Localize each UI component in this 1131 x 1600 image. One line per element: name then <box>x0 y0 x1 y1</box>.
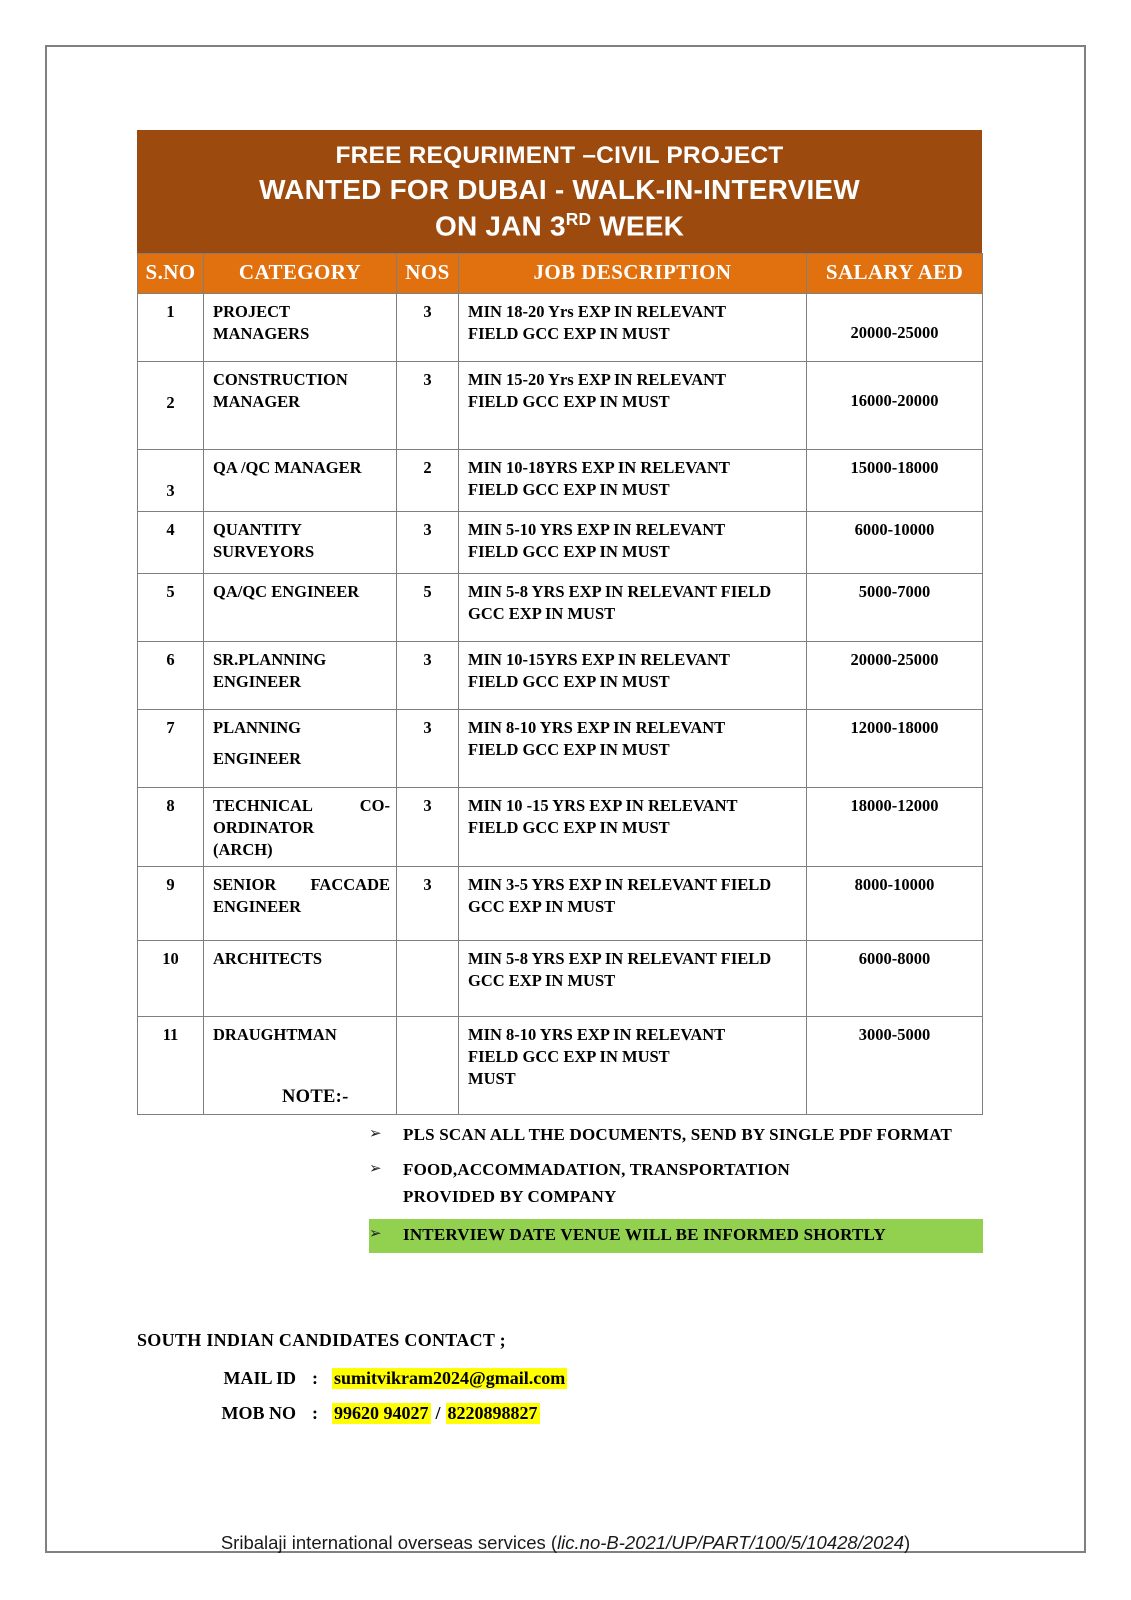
note-item-body <box>369 1157 873 1210</box>
cell-salary: 18000-12000 <box>807 788 983 867</box>
cell-category <box>204 362 397 450</box>
cell-nos <box>397 941 459 1017</box>
cell-job-description-line: GCC EXP IN MUST <box>468 897 616 917</box>
cell-salary: 20000-25000 <box>807 642 983 710</box>
cell-category-line: ORDINATOR <box>213 817 315 837</box>
footer-close-paren: ) <box>904 1532 911 1553</box>
cell-job-description <box>459 362 807 450</box>
table-row <box>138 450 983 512</box>
cell-job-description <box>459 512 807 574</box>
cell-category-line: MANAGER <box>213 391 301 411</box>
footer-license-number: lic.no-B-2021/UP/PART/100/5/10428/2024 <box>557 1532 904 1553</box>
cell-job-description-line: MIN 10 -15 YRS EXP IN RELEVANT <box>468 796 738 816</box>
cell-job-description <box>459 867 807 941</box>
column-header-job-description: JOB DESCRIPTION <box>459 253 807 293</box>
cell-job-description <box>459 642 807 710</box>
footer-company-name: Sribalaji international overseas services ( <box>220 1532 558 1553</box>
cell-sno: 6 <box>138 642 204 710</box>
cell-job-description <box>459 710 807 788</box>
note-label: NOTE:- <box>282 1087 349 1107</box>
cell-job-description-line: GCC EXP IN MUST <box>468 971 616 991</box>
cell-nos: 3 <box>397 362 459 450</box>
poster-title-line-3 <box>143 208 976 245</box>
note-item-text: INTERVIEW DATE VENUE WILL BE INFORMED SHORTLY <box>403 1225 886 1245</box>
cell-job-description-line: FIELD GCC EXP IN MUST <box>468 1047 670 1067</box>
table-row <box>138 941 983 1017</box>
cell-category <box>204 941 397 1017</box>
cell-nos: 3 <box>397 512 459 574</box>
footer <box>47 1532 1084 1554</box>
cell-category-line: MANAGERS <box>213 323 310 343</box>
cell-job-description-line: FIELD GCC EXP IN MUST <box>468 541 670 561</box>
mobile-number-value-1[interactable]: 99620 94027 <box>334 1403 429 1423</box>
cell-job-description-line: FIELD GCC EXP IN MUST <box>468 479 670 499</box>
column-header-sno: S.NO <box>138 253 204 293</box>
cell-job-description-line: MIN 10-15YRS EXP IN RELEVANT <box>468 650 730 670</box>
cell-category <box>204 450 397 512</box>
cell-salary: 16000-20000 <box>807 362 983 450</box>
cell-category-line: QA/QC ENGINEER <box>213 582 360 602</box>
cell-job-description-line: MIN 5-8 YRS EXP IN RELEVANT FIELD <box>468 582 772 602</box>
cell-sno: 3 <box>138 450 204 512</box>
cell-sno: 11 <box>138 1017 204 1115</box>
cell-salary: 20000-25000 <box>807 294 983 362</box>
cell-salary: 15000-18000 <box>807 450 983 512</box>
table-row <box>138 574 983 642</box>
cell-category-line: ENGINEER <box>213 748 302 768</box>
cell-job-description-line: MIN 5-8 YRS EXP IN RELEVANT FIELD <box>468 949 772 969</box>
cell-job-description-line: MIN 15-20 Yrs EXP IN RELEVANT <box>468 370 727 390</box>
cell-salary: 3000-5000 <box>807 1017 983 1115</box>
poster-title-line-3-pre: ON JAN 3 <box>434 210 566 242</box>
cell-category-line: ARCHITECTS <box>213 949 323 969</box>
note-list <box>369 1122 1037 1253</box>
cell-job-description <box>459 450 807 512</box>
arrow-bullet-icon: ➢ <box>369 1159 382 1178</box>
cell-category-line: SENIOR FACCADE <box>213 875 390 895</box>
mobile-number-label: MOB NO <box>221 1403 296 1423</box>
cell-job-description-line: FIELD GCC EXP IN MUST <box>468 391 670 411</box>
table-row <box>138 788 983 867</box>
cell-category-line: ENGINEER <box>213 671 302 691</box>
cell-nos: 3 <box>397 642 459 710</box>
cell-salary: 6000-10000 <box>807 512 983 574</box>
table-row <box>138 642 983 710</box>
cell-nos: 5 <box>397 574 459 642</box>
table-header-row <box>138 253 983 293</box>
cell-job-description-line: MIN 5-10 YRS EXP IN RELEVANT <box>468 520 726 540</box>
cell-category <box>204 788 397 867</box>
cell-job-description <box>459 941 807 1017</box>
contact-heading: SOUTH INDIAN CANDIDATES CONTACT ; <box>137 1330 506 1350</box>
cell-job-description-line: MIN 10-18YRS EXP IN RELEVANT <box>468 458 730 478</box>
note-item <box>369 1122 1037 1148</box>
cell-salary: 8000-10000 <box>807 867 983 941</box>
cell-job-description-line: MIN 8-10 YRS EXP IN RELEVANT <box>468 1025 726 1045</box>
cell-sno: 2 <box>138 362 204 450</box>
cell-job-description-line: MIN 3-5 YRS EXP IN RELEVANT FIELD <box>468 875 772 895</box>
mobile-number-colon: : <box>312 1403 318 1423</box>
table-row <box>138 362 983 450</box>
cell-category <box>204 867 397 941</box>
cell-job-description-line: GCC EXP IN MUST <box>468 603 616 623</box>
note-item-text: PLS SCAN ALL THE DOCUMENTS, SEND BY SINGLE PDF FORMAT <box>403 1125 953 1144</box>
cell-sno: 9 <box>138 867 204 941</box>
table-row <box>138 710 983 788</box>
column-header-category: CATEGORY <box>204 253 397 293</box>
cell-sno: 5 <box>138 574 204 642</box>
cell-category <box>204 294 397 362</box>
cell-category-line: QA /QC MANAGER <box>213 458 362 478</box>
cell-sno: 8 <box>138 788 204 867</box>
poster-title-line-1: FREE REQURIMENT –CIVIL PROJECT <box>335 142 784 169</box>
cell-category-line: TECHNICAL CO- <box>213 796 390 816</box>
cell-job-description <box>459 574 807 642</box>
cell-salary: 5000-7000 <box>807 574 983 642</box>
mail-id-colon: : <box>312 1368 318 1388</box>
cell-category <box>204 512 397 574</box>
table-body <box>138 294 983 1115</box>
contact-row-mail <box>137 1368 1037 1389</box>
cell-category-line: PROJECT <box>213 302 291 322</box>
cell-nos: 3 <box>397 867 459 941</box>
column-header-salary-line1: SALARY <box>825 259 914 284</box>
cell-salary: 6000-8000 <box>807 941 983 1017</box>
cell-category-spacer <box>213 739 390 748</box>
cell-salary: 12000-18000 <box>807 710 983 788</box>
note-item <box>369 1219 1037 1253</box>
contact-row-mobile <box>137 1403 1037 1424</box>
poster-title-banner <box>137 130 982 253</box>
cell-nos: 3 <box>397 294 459 362</box>
poster-title-line-2: WANTED FOR DUBAI - WALK-IN-INTERVIEW <box>259 173 860 205</box>
cell-nos: 3 <box>397 710 459 788</box>
cell-job-description-line: FIELD GCC EXP IN MUST <box>468 671 670 691</box>
cell-job-description-line: FIELD GCC EXP IN MUST <box>468 739 670 759</box>
job-vacancy-table <box>137 253 983 1115</box>
cell-category-line: PLANNING <box>213 718 302 738</box>
cell-job-description-line: FIELD GCC EXP IN MUST <box>468 817 670 837</box>
mail-id-label: MAIL ID <box>223 1368 296 1388</box>
cell-job-description <box>459 788 807 867</box>
arrow-bullet-icon: ➢ <box>369 1124 382 1142</box>
page-sheet <box>45 45 1086 1553</box>
note-item-text: FOOD,ACCOMMADATION, TRANSPORTATION PROVIDED BY COMPANY <box>403 1160 790 1206</box>
cell-category-line: QUANTITY <box>213 520 302 540</box>
table-row <box>138 294 983 362</box>
cell-job-description-line: MIN 8-10 YRS EXP IN RELEVANT <box>468 718 726 738</box>
table-row <box>138 512 983 574</box>
note-item <box>369 1157 1037 1210</box>
cell-category <box>204 710 397 788</box>
column-header-salary-line2: AED <box>917 259 964 284</box>
table-row <box>138 867 983 941</box>
cell-category-line: DRAUGHTMAN <box>213 1025 337 1045</box>
poster-title-line-3-ordinal: RD <box>565 209 592 230</box>
arrow-bullet-icon: ➢ <box>369 1224 382 1243</box>
cell-job-description-line: MIN 18-20 Yrs EXP IN RELEVANT <box>468 302 727 322</box>
cell-nos: 2 <box>397 450 459 512</box>
column-header-nos: NOS <box>397 253 459 293</box>
note-section <box>137 1087 1037 1262</box>
cell-sno: 7 <box>138 710 204 788</box>
cell-category-line: (ARCH) <box>213 839 273 859</box>
cell-category-line: ENGINEER <box>213 897 302 917</box>
mail-id-value[interactable]: sumitvikram2024@gmail.com <box>334 1368 566 1388</box>
note-item-highlight <box>369 1219 983 1253</box>
cell-category <box>204 574 397 642</box>
cell-category-line: SURVEYORS <box>213 541 315 561</box>
cell-category-line: SR.PLANNING <box>213 650 327 670</box>
cell-sno: 10 <box>138 941 204 1017</box>
cell-nos: 3 <box>397 788 459 867</box>
column-header-salary <box>807 253 983 293</box>
cell-job-description-line: FIELD GCC EXP IN MUST <box>468 323 670 343</box>
note-item-body <box>369 1122 952 1148</box>
cell-job-description-line: MUST <box>468 1068 516 1088</box>
cell-category-line: CONSTRUCTION <box>213 370 348 390</box>
mobile-number-value-2[interactable]: 8220898827 <box>447 1403 538 1423</box>
job-poster <box>137 130 982 1115</box>
mobile-number-separator: / <box>435 1403 441 1423</box>
cell-sno: 4 <box>138 512 204 574</box>
cell-sno: 1 <box>138 294 204 362</box>
contact-section <box>137 1330 1037 1438</box>
cell-job-description <box>459 294 807 362</box>
poster-title-line-3-post: WEEK <box>591 210 684 242</box>
cell-category <box>204 642 397 710</box>
